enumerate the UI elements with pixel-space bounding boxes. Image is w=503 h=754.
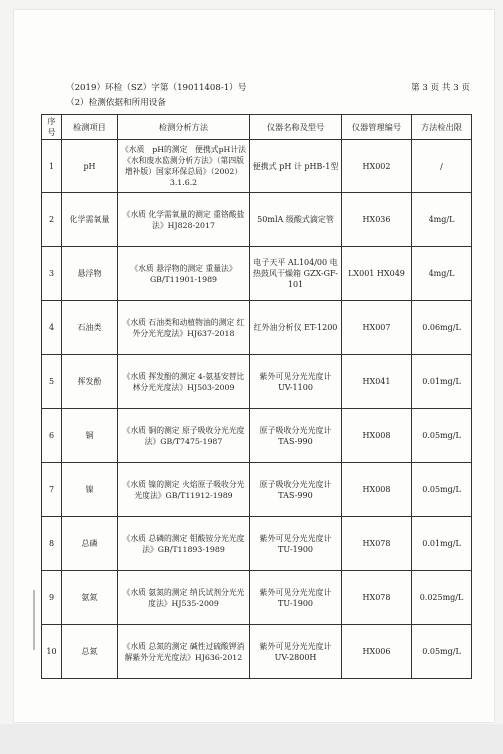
row-limit: 0.06mg/L xyxy=(412,301,472,355)
row-code: HX007 xyxy=(342,301,412,355)
col-header-code: 仪器管理编号 xyxy=(342,115,412,140)
row-instrument: 便携式 pH 计 pHB-1型 xyxy=(250,140,342,193)
scan-background xyxy=(0,724,503,754)
report-header xyxy=(66,82,486,95)
row-code: LX001 HX049 xyxy=(342,247,412,301)
row-limit: 0.025mg/L xyxy=(412,571,472,625)
table-row xyxy=(42,571,472,625)
row-code: HX008 xyxy=(342,463,412,517)
row-code: HX036 xyxy=(342,193,412,247)
row-method: 《水质 总氮的测定 碱性过硫酸钾消解紫外分光光度法》HJ636-2012 xyxy=(118,625,250,679)
row-code: HX041 xyxy=(342,355,412,409)
row-limit: 0.01mg/L xyxy=(412,355,472,409)
row-limit: 0.05mg/L xyxy=(412,409,472,463)
row-instrument: 红外油分析仪 ET-1200 xyxy=(250,301,342,355)
row-no: 2 xyxy=(42,193,62,247)
row-code: HX006 xyxy=(342,625,412,679)
col-header-no: 序号 xyxy=(42,115,62,140)
row-method: 《水质 铜的测定 原子吸收分光光度法》GB/T7475-1987 xyxy=(118,409,250,463)
row-method: 《水质 石油类和动植物油的测定 红外分光光度法》HJ637-2018 xyxy=(118,301,250,355)
document-number: （2019）环检（SZ）字第（19011408-1）号 xyxy=(66,83,247,93)
row-item: 氨氮 xyxy=(62,571,118,625)
row-method: 《水质 化学需氧量的测定 重铬酸盐法》HJ828-2017 xyxy=(118,193,250,247)
col-header-instrument: 仪器名称及型号 xyxy=(250,115,342,140)
binding-mark xyxy=(33,590,35,650)
row-instrument: 紫外可见分光光度计 TU-1900 xyxy=(250,517,342,571)
table-row xyxy=(42,409,472,463)
row-item: 镍 xyxy=(62,463,118,517)
row-item: 挥发酚 xyxy=(62,355,118,409)
row-item: 铜 xyxy=(62,409,118,463)
page-info: 第 3 页 共 3 页 xyxy=(411,83,470,93)
row-no: 1 xyxy=(42,140,62,193)
row-no: 10 xyxy=(42,625,62,679)
col-header-item: 检测项目 xyxy=(62,115,118,140)
row-item: 总氮 xyxy=(62,625,118,679)
row-no: 8 xyxy=(42,517,62,571)
row-code: HX008 xyxy=(342,409,412,463)
table-row xyxy=(42,463,472,517)
table-row xyxy=(42,625,472,679)
row-limit: 0.05mg/L xyxy=(412,625,472,679)
row-code: HX078 xyxy=(342,517,412,571)
detection-basis-table xyxy=(41,114,472,679)
row-instrument: 紫外可见分光光度计 TU-1900 xyxy=(250,571,342,625)
row-instrument: 原子吸收分光光度计 TAS-990 xyxy=(250,409,342,463)
row-instrument: 紫外可见分光光度计 UV-2800H xyxy=(250,625,342,679)
table-row xyxy=(42,517,472,571)
row-limit: 0.05mg/L xyxy=(412,463,472,517)
row-method: 《水质 挥发酚的测定 4-氨基安替比林分光光度法》HJ503-2009 xyxy=(118,355,250,409)
row-item: 化学需氧量 xyxy=(62,193,118,247)
row-item: 悬浮物 xyxy=(62,247,118,301)
row-no: 7 xyxy=(42,463,62,517)
table-row xyxy=(42,193,472,247)
row-no: 9 xyxy=(42,571,62,625)
row-instrument: 原子吸收分光光度计 TAS-990 xyxy=(250,463,342,517)
row-limit: 4mg/L xyxy=(412,247,472,301)
row-method: 《水质 悬浮物的测定 重量法》GB/T11901-1989 xyxy=(118,247,250,301)
row-code: HX002 xyxy=(342,140,412,193)
row-item: 总磷 xyxy=(62,517,118,571)
row-limit: 0.01mg/L xyxy=(412,517,472,571)
row-instrument: 电子天平 AL104/00 电热鼓风干燥箱 GZX-GF-101 xyxy=(250,247,342,301)
table-row xyxy=(42,247,472,301)
row-method: 《水质 氨氮的测定 纳氏试剂分光光度法》HJ535-2009 xyxy=(118,571,250,625)
row-method: 《水质 总磷的测定 钼酸铵分光光度法》GB/T11893-1989 xyxy=(118,517,250,571)
col-header-method: 检测分析方法 xyxy=(118,115,250,140)
row-method: 《水质 pH的测定 便携式pH计法《水和废水监测分析方法》（第四版增补版）国家环保总局》（2002）3.1.6.2 xyxy=(118,140,250,193)
section-title: （2）检测依据和所用设备 xyxy=(66,98,166,108)
row-item: 石油类 xyxy=(62,301,118,355)
row-limit: / xyxy=(412,140,472,193)
row-method: 《水质 镍的测定 火焰原子吸收分光光度法》GB/T11912-1989 xyxy=(118,463,250,517)
row-no: 5 xyxy=(42,355,62,409)
row-no: 6 xyxy=(42,409,62,463)
col-header-limit: 方法检出限 xyxy=(412,115,472,140)
row-no: 3 xyxy=(42,247,62,301)
row-no: 4 xyxy=(42,301,62,355)
table-row xyxy=(42,301,472,355)
row-limit: 4mg/L xyxy=(412,193,472,247)
table-header-row xyxy=(42,115,472,140)
row-item: pH xyxy=(62,140,118,193)
row-instrument: 紫外可见分光光度计 UV-1100 xyxy=(250,355,342,409)
row-code: HX078 xyxy=(342,571,412,625)
row-instrument: 50mlA 级酸式滴定管 xyxy=(250,193,342,247)
table-row xyxy=(42,355,472,409)
table-row xyxy=(42,140,472,193)
